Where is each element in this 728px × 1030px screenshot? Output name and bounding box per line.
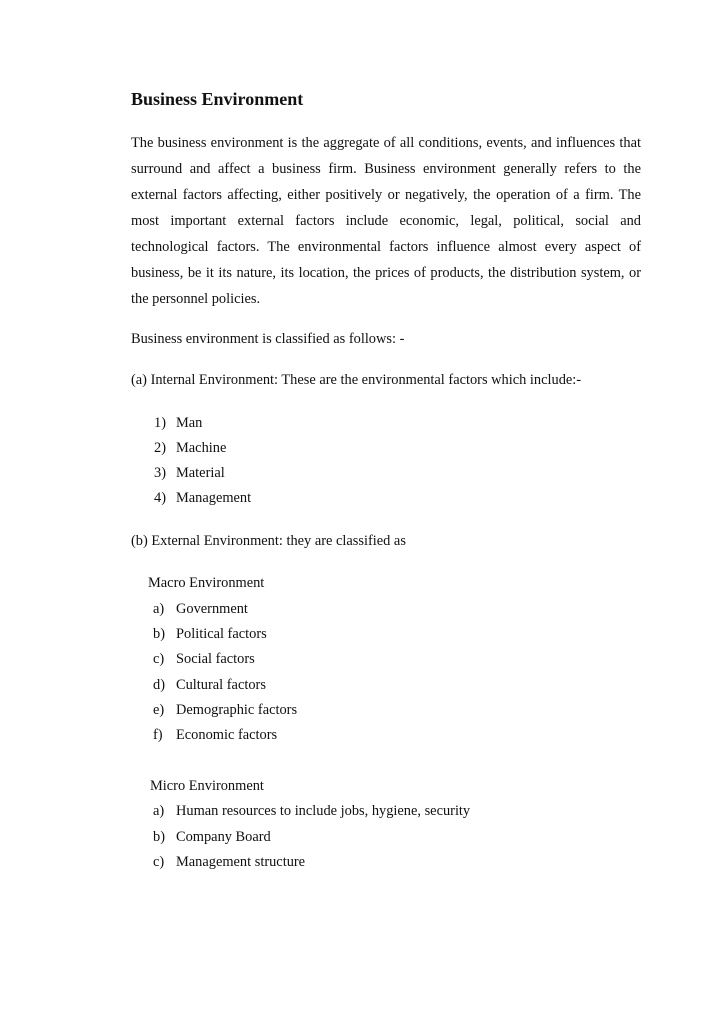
- list-marker: 1): [154, 415, 166, 431]
- list-marker: b): [153, 829, 165, 845]
- list-marker: c): [153, 854, 165, 870]
- list-marker: c): [153, 651, 165, 667]
- list-item-text: Man: [176, 415, 203, 431]
- list-item-text: Political factors: [176, 626, 267, 642]
- list-item-text: Company Board: [176, 829, 271, 845]
- list-marker: f): [153, 727, 163, 743]
- micro-environment-heading: Micro Environment: [150, 778, 264, 794]
- list-marker: 4): [154, 490, 166, 506]
- internal-environment-heading: (a) Internal Environment: These are the environmental factors which include:-: [131, 372, 582, 388]
- list-item-text: Machine: [176, 440, 227, 456]
- list-item-text: Material: [176, 465, 225, 481]
- macro-environment-heading: Macro Environment: [148, 575, 265, 591]
- list-marker: a): [153, 601, 165, 617]
- list-marker: 2): [154, 440, 166, 456]
- list-item-text: Government: [176, 601, 248, 617]
- list-marker: d): [153, 677, 165, 693]
- list-item-text: Cultural factors: [176, 677, 266, 693]
- list-marker: b): [153, 626, 165, 642]
- list-marker: 3): [154, 465, 166, 481]
- list-marker: a): [153, 803, 165, 819]
- list-item-text: Economic factors: [176, 727, 278, 743]
- list-item-text: Management: [176, 490, 252, 506]
- list-marker: e): [153, 702, 165, 718]
- list-item-text: Social factors: [176, 651, 255, 667]
- classification-line: Business environment is classified as follows: -: [131, 331, 405, 347]
- external-environment-heading: (b) External Environment: they are classified as: [131, 533, 406, 549]
- intro-paragraph: The business environment is the aggregate of all conditions, events, and influences that surround and affect a business firm. Business environment generally refers to the external factors affecting, either positively or negatively, the operation of a firm. The most important external factors include economic, legal, political, social and technological factors. The environmental factors influence almost every aspect of business, be it its nature, its location, the prices of products, the distribution system, or the personnel policies.: [131, 135, 641, 307]
- list-item-text: Management structure: [176, 854, 306, 870]
- list-item-text: Human resources to include jobs, hygiene, security: [176, 803, 471, 819]
- list-item-text: Demographic factors: [176, 702, 298, 718]
- document-title: Business Environment: [131, 89, 304, 109]
